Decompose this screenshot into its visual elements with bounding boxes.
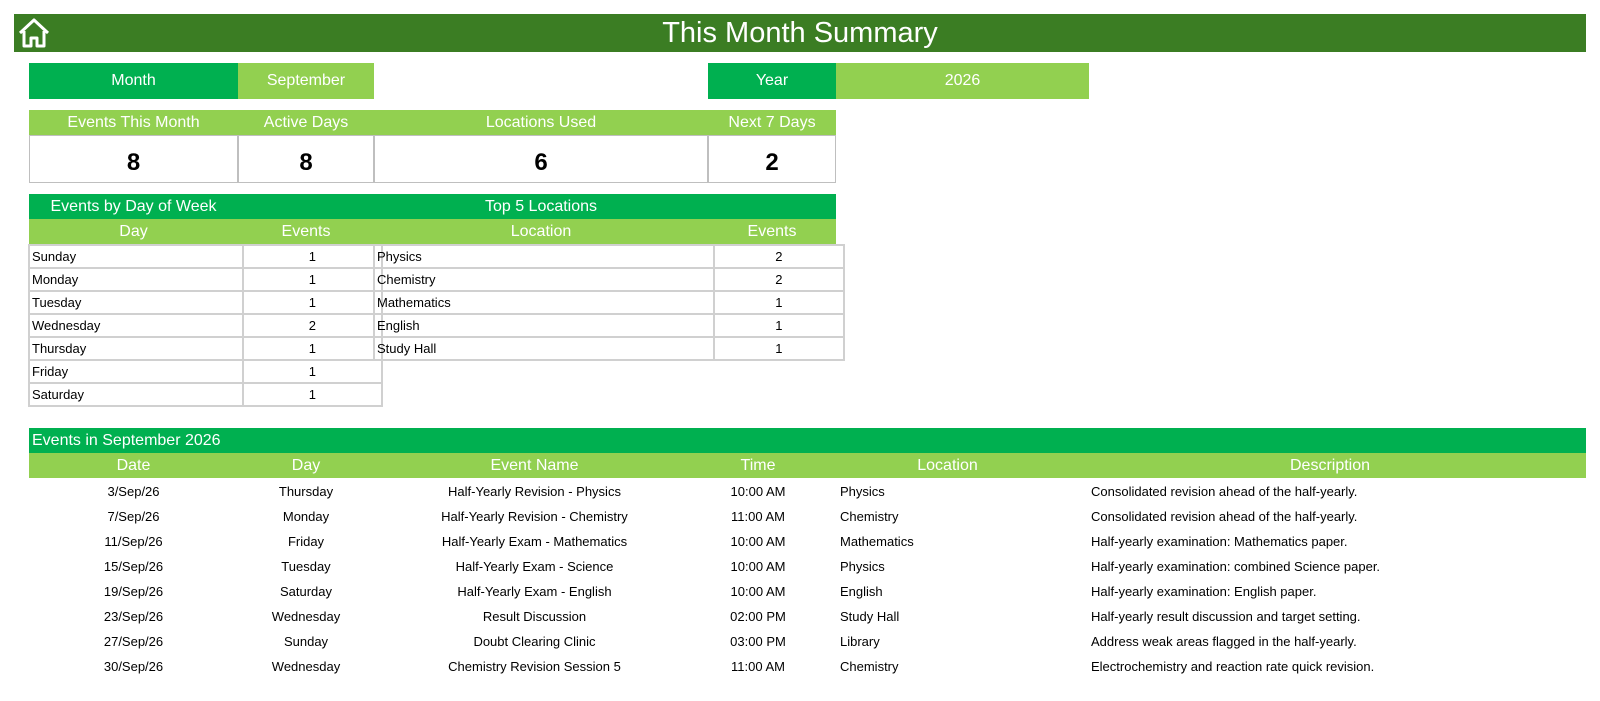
location-cell: Chemistry [840,659,899,674]
kpi-value-next-7-days: 2 [708,135,836,183]
description-cell: Half-yearly result discussion and target setting. [1091,609,1361,624]
day-cell: Wednesday [271,609,341,624]
date-cell: 23/Sep/26 [103,609,164,624]
table-row [29,314,382,337]
events-header-description: Description [1289,457,1371,474]
events-header [29,453,1586,478]
location-cell: Chemistry [374,268,714,291]
top-locations-table [373,244,845,361]
count-cell: 1 [243,245,382,268]
table-row [29,268,382,291]
page-title: This Month Summary [662,17,938,49]
table-row [374,245,844,268]
date-cell: 27/Sep/26 [103,634,164,649]
event-name-cell: Half-Yearly Revision - Chemistry [441,509,628,524]
description-cell: Address weak areas flagged in the half-yearly. [1091,634,1357,649]
table-row [0,554,1600,579]
events-header-date: Date [116,457,151,474]
kpi-label-next-7-days: Next 7 Days [708,110,836,135]
time-cell: 11:00 AM [731,509,785,524]
location-cell: Library [840,634,880,649]
day-cell: Wednesday [271,659,341,674]
month-label: Month [29,63,238,99]
table-row [374,268,844,291]
location-cell: Mathematics [374,291,714,314]
events-header-day: Day [291,457,321,474]
location-cell: Physics [840,484,885,499]
time-cell: 10:00 AM [730,584,786,599]
day-cell: Tuesday [29,291,243,314]
table-row [29,291,382,314]
location-cell: English [374,314,714,337]
day-cell: Thursday [278,484,334,499]
day-cell: Sunday [29,245,243,268]
description-cell: Consolidated revision ahead of the half-yearly. [1091,484,1358,499]
time-cell: 03:00 PM [730,634,786,649]
date-cell: 15/Sep/26 [103,559,164,574]
events-title: Events in September 2026 [29,428,1586,453]
date-cell: 7/Sep/26 [107,509,160,524]
day-cell: Saturday [29,383,243,406]
location-cell: Study Hall [840,609,900,624]
count-cell: 1 [243,291,382,314]
by-day-header-day: Day [29,219,238,244]
count-cell: 1 [243,337,382,360]
table-row [374,337,844,360]
date-cell: 3/Sep/26 [107,484,160,499]
top-locations-header-location: Location [374,219,708,244]
table-row [29,360,382,383]
time-cell: 10:00 AM [730,559,786,574]
count-cell: 2 [714,245,844,268]
event-name-cell: Half-Yearly Exam - Mathematics [441,534,628,549]
date-cell: 30/Sep/26 [103,659,164,674]
kpi-label-active-days: Active Days [238,110,374,135]
event-name-cell: Half-Yearly Revision - Physics [448,484,621,499]
kpi-value-active-days: 8 [238,135,374,183]
table-row [374,291,844,314]
event-name-cell: Result Discussion [482,609,587,624]
title-banner [14,14,1586,52]
count-cell: 1 [243,383,382,406]
events-header-location: Location [917,457,978,474]
day-cell: Monday [282,509,330,524]
day-cell: Tuesday [281,559,331,574]
event-name-cell: Doubt Clearing Clinic [473,634,596,649]
by-day-title: Events by Day of Week [29,194,238,219]
event-name-cell: Chemistry Revision Session 5 [448,659,621,674]
count-cell: 1 [714,337,844,360]
table-row [29,383,382,406]
description-cell: Half-yearly examination: Mathematics paper. [1091,534,1348,549]
count-cell: 1 [243,268,382,291]
location-cell: Physics [374,245,714,268]
year-label: Year [708,63,836,99]
description-cell: Consolidated revision ahead of the half-yearly. [1091,509,1358,524]
event-name-cell: Half-Yearly Exam - English [457,584,612,599]
day-cell: Saturday [279,584,333,599]
events-header-event-name: Event Name [490,457,579,474]
by-day-header-events: Events [238,219,374,244]
location-cell: Chemistry [840,509,899,524]
kpi-value-locations-used: 6 [374,135,708,183]
description-cell: Half-yearly examination: English paper. [1091,584,1317,599]
kpi-value-events-this-month: 8 [29,135,238,183]
day-cell: Monday [29,268,243,291]
time-cell: 02:00 PM [730,609,786,624]
location-cell: Physics [840,559,885,574]
top-locations-title: Top 5 Locations [374,194,708,219]
count-cell: 2 [243,314,382,337]
table-row [0,579,1600,604]
table-row [374,314,844,337]
day-cell: Wednesday [29,314,243,337]
location-cell: Mathematics [840,534,914,549]
table-row [0,629,1600,654]
day-cell: Friday [287,534,325,549]
table-row [0,529,1600,554]
day-cell: Friday [29,360,243,383]
event-name-cell: Half-Yearly Exam - Science [455,559,614,574]
date-cell: 11/Sep/26 [104,534,163,549]
table-row [0,654,1600,679]
year-select[interactable]: 2026 [836,63,1089,99]
description-cell: Electrochemistry and reaction rate quick revision. [1091,659,1375,674]
time-cell: 11:00 AM [731,659,785,674]
time-cell: 10:00 AM [730,484,786,499]
count-cell: 1 [714,291,844,314]
month-select[interactable]: September [238,63,374,99]
table-row [29,337,382,360]
count-cell: 1 [714,314,844,337]
table-row [0,604,1600,629]
top-locations-title-fill [708,194,836,219]
day-cell: Thursday [29,337,243,360]
by-day-title-fill [238,194,374,219]
top-locations-header-events: Events [708,219,836,244]
date-cell: 19/Sep/26 [103,584,164,599]
day-cell: Sunday [283,634,329,649]
kpi-label-locations-used: Locations Used [374,110,708,135]
by-day-table [28,244,383,407]
location-cell: Study Hall [374,337,714,360]
table-row [29,245,382,268]
location-cell: English [840,584,883,599]
table-row [0,479,1600,504]
time-cell: 10:00 AM [730,534,786,549]
description-cell: Half-yearly examination: combined Science paper. [1091,559,1381,574]
count-cell: 1 [243,360,382,383]
table-row [0,504,1600,529]
events-header-time: Time [740,457,776,474]
count-cell: 2 [714,268,844,291]
kpi-label-events-this-month: Events This Month [29,110,238,135]
